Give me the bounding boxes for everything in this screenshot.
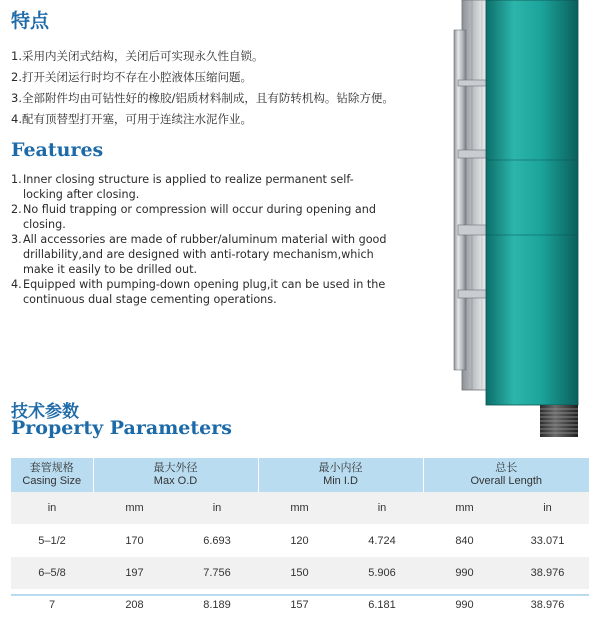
unit-cell: in bbox=[176, 492, 258, 525]
table-cell: 990 bbox=[423, 557, 506, 589]
table-cell: 7.756 bbox=[176, 557, 258, 589]
header-overall-length bbox=[423, 458, 589, 492]
header-zh: 套管规格 bbox=[29, 462, 74, 474]
params-title-zh: 技术参数 bbox=[11, 402, 79, 422]
params-title-en: Property Parameters bbox=[11, 417, 232, 439]
header-en: Casing Size bbox=[22, 475, 82, 487]
header-zh: 总长 bbox=[495, 462, 518, 474]
features-en-title: Features bbox=[11, 139, 104, 161]
table-cell: 150 bbox=[258, 557, 341, 589]
table-cell: 4.724 bbox=[341, 525, 423, 558]
features-zh-list bbox=[11, 46, 451, 130]
features-en-item bbox=[11, 172, 391, 202]
table-cell: 38.976 bbox=[506, 557, 589, 589]
header-en: Min I.D bbox=[323, 475, 358, 487]
features-zh-title: 特点 bbox=[11, 10, 50, 32]
features-zh-item: 2.打开关闭运行时均不存在小腔液体压缩问题。 bbox=[11, 70, 252, 84]
unit-cell: in bbox=[506, 492, 589, 525]
table-cell: 5.906 bbox=[341, 557, 423, 589]
features-zh-item: 4.配有顶替型打开塞，可用于连续注水泥作业。 bbox=[11, 112, 252, 126]
unit-cell: in bbox=[341, 492, 423, 525]
table-cell: 6.181 bbox=[341, 589, 423, 621]
stage-cementing-tool-illustration bbox=[448, 0, 600, 445]
table-cell: 33.071 bbox=[506, 525, 589, 558]
property-parameters-table bbox=[11, 458, 589, 621]
table-cell: 6–5/8 bbox=[11, 557, 93, 589]
header-en: Overall Length bbox=[470, 475, 543, 487]
table-cell: 840 bbox=[423, 525, 506, 558]
unit-cell: mm bbox=[423, 492, 506, 525]
table-bottom-rule bbox=[11, 594, 589, 596]
table-cell: 157 bbox=[258, 589, 341, 621]
table-cell: 38.976 bbox=[506, 589, 589, 621]
table-cell: 170 bbox=[93, 525, 176, 558]
tool-teal-casing bbox=[486, 0, 578, 405]
table-cell: 990 bbox=[423, 589, 506, 621]
header-min-id bbox=[258, 458, 423, 492]
table-row bbox=[11, 525, 589, 558]
features-en-item-text: No fluid trapping or compression will occur during opening and closing. bbox=[23, 203, 376, 231]
header-max-od bbox=[93, 458, 258, 492]
table-row bbox=[11, 557, 589, 589]
features-en-item bbox=[11, 277, 391, 307]
table-cell: 5–1/2 bbox=[11, 525, 93, 558]
features-zh-item: 1.采用内关闭式结构，关闭后可实现永久性自锁。 bbox=[11, 49, 264, 63]
header-zh: 最大外径 bbox=[153, 462, 198, 474]
features-en-item-text: Equipped with pumping-down opening plug,it can be used in the continuous dual stage cementing operations. bbox=[23, 278, 386, 306]
table-cell: 6.693 bbox=[176, 525, 258, 558]
features-en-item-number: 2. bbox=[11, 203, 22, 216]
features-en-item bbox=[11, 232, 391, 277]
table-cell: 120 bbox=[258, 525, 341, 558]
features-en-item bbox=[11, 202, 391, 232]
table-header-row bbox=[11, 458, 589, 492]
unit-cell: in bbox=[11, 492, 93, 525]
features-en-item-text: All accessories are made of rubber/aluminum material with good drillability,and are designed with anti-rotary mechanism,which make it easily to be drilled out. bbox=[23, 233, 387, 276]
header-casing-size bbox=[11, 458, 93, 492]
features-en-item-number: 3. bbox=[11, 233, 22, 246]
unit-cell: mm bbox=[258, 492, 341, 525]
features-en-item-text: Inner closing structure is applied to realize permanent self-locking after closing. bbox=[23, 173, 354, 201]
header-zh: 最小内径 bbox=[318, 462, 363, 474]
unit-cell: mm bbox=[93, 492, 176, 525]
table-units-row bbox=[11, 492, 589, 525]
features-en-list bbox=[11, 172, 391, 307]
features-en-item-number: 4. bbox=[11, 278, 22, 291]
features-en-item-number: 1. bbox=[11, 173, 22, 186]
table-cell: 208 bbox=[93, 589, 176, 621]
table-cell: 7 bbox=[11, 589, 93, 621]
header-en: Max O.D bbox=[153, 475, 198, 487]
table-cell: 8.189 bbox=[176, 589, 258, 621]
features-zh-item: 3.全部附件均由可钻性好的橡胶/铝质材料制成，且有防转机构。钻除方便。 bbox=[11, 91, 394, 105]
table-cell: 197 bbox=[93, 557, 176, 589]
